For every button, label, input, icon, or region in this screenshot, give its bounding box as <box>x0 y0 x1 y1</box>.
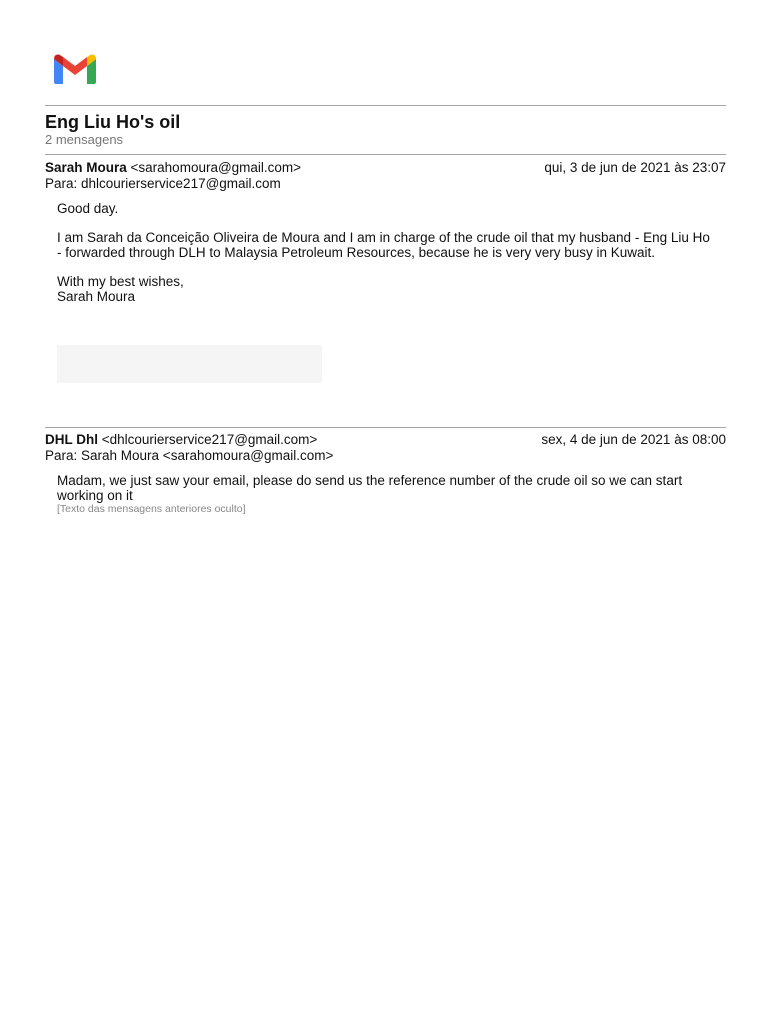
message-date: sex, 4 de jun de 2021 às 08:00 <box>541 432 726 447</box>
sender-email: <dhlcourierservice217@gmail.com> <box>98 432 318 447</box>
closing: With my best wishes, <box>57 274 184 289</box>
from-line <box>45 160 726 176</box>
subject-divider <box>45 154 726 155</box>
body-paragraph: Madam, we just saw your email, please do send us the reference number of the crude oil so we can start working on it <box>57 473 683 503</box>
hidden-quoted-text-link[interactable]: [Texto das mensagens anteriores oculto] <box>57 503 246 515</box>
sender-name: Sarah Moura <box>45 160 127 175</box>
message-divider <box>45 427 726 428</box>
sender-email: <sarahomoura@gmail.com> <box>126 160 302 175</box>
thread-subject: Eng Liu Ho's oil <box>45 112 181 132</box>
message-header-1 <box>45 160 726 192</box>
gmail-logo-icon <box>54 54 96 84</box>
attachment-placeholder <box>57 345 322 383</box>
message-count: 2 mensagens <box>45 132 124 147</box>
sender-name: DHL Dhl <box>45 432 98 447</box>
message-date: qui, 3 de jun de 2021 às 23:07 <box>544 160 726 175</box>
sender <box>45 432 317 448</box>
from-line <box>45 432 726 448</box>
body-paragraph: I am Sarah da Conceição Oliveira de Moura and I am in charge of the crude oil that my husband - Eng Liu Ho - forwarded through DLH to Malaysia Petroleum Resources, because he is very very busy in Kuwait. <box>57 230 710 260</box>
sender <box>45 160 301 176</box>
header-divider <box>45 105 726 106</box>
recipient-line: Para: dhlcourierservice217@gmail.com <box>45 176 281 191</box>
message-body-1 <box>57 201 717 304</box>
greeting: Good day. <box>57 201 119 216</box>
signature: Sarah Moura <box>57 289 136 304</box>
message-body-2 <box>57 473 717 503</box>
recipient-line: Para: Sarah Moura <sarahomoura@gmail.com> <box>45 448 334 463</box>
message-header-2 <box>45 432 726 464</box>
